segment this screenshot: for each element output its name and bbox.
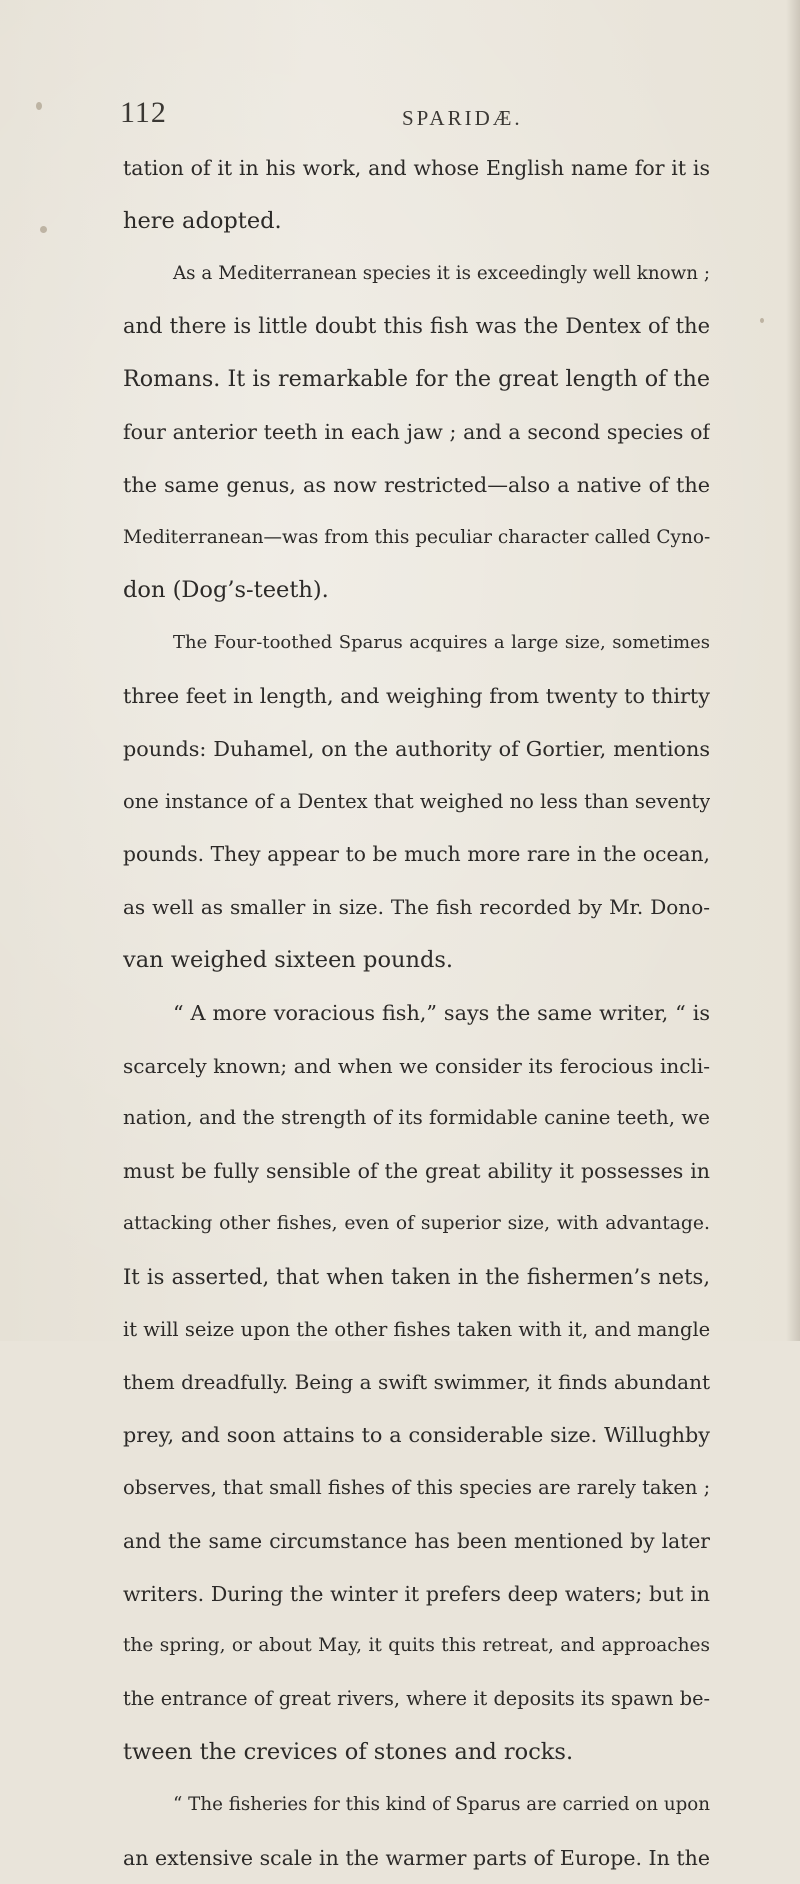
text-line: them dreadfully. Being a swift swimmer, it finds abundant — [123, 1356, 710, 1409]
paper-spot — [40, 226, 47, 233]
text-line: scarcely known; and when we consider its ferocious incli- — [123, 1040, 710, 1093]
text-line: as well as smaller in size. The fish recorded by Mr. Dono- — [123, 881, 710, 934]
text-line: three feet in length, and weighing from twenty to thirty — [123, 670, 710, 723]
text-line: here adopted. — [123, 195, 710, 248]
text-line: nation, and the strength of its formidable canine teeth, we — [123, 1092, 710, 1145]
text-line: and the same circumstance has been mentioned by later — [123, 1515, 710, 1568]
paragraph-start-line: The Four-toothed Sparus acquires a large size, sometimes — [123, 617, 710, 670]
text-line: the entrance of great rivers, where it deposits its spawn be- — [123, 1673, 710, 1726]
text-line: four anterior teeth in each jaw ; and a second species of — [123, 406, 710, 459]
paper-spot — [760, 318, 764, 323]
text-line: must be fully sensible of the great ability it possesses in — [123, 1145, 710, 1198]
text-line: writers. During the winter it prefers deep waters; but in — [123, 1568, 710, 1621]
text-line: It is asserted, that when taken in the fishermen’s nets, — [123, 1251, 710, 1304]
body-text — [123, 142, 710, 1884]
text-line: tation of it in his work, and whose English name for it is — [123, 142, 710, 195]
text-line: Romans. It is remarkable for the great length of the — [123, 353, 710, 406]
text-line: one instance of a Dentex that weighed no less than seventy — [123, 776, 710, 829]
text-line: an extensive scale in the warmer parts of Europe. In the — [123, 1832, 710, 1884]
paragraph-start-line: “ A more voracious fish,” says the same writer, “ is — [123, 987, 710, 1040]
paragraph-start-line: “ The fisheries for this kind of Sparus are carried on upon — [123, 1779, 710, 1832]
page-number: 112 — [120, 96, 167, 130]
paper-spot — [36, 102, 42, 110]
text-line: attacking other fishes, even of superior size, with advantage. — [123, 1198, 710, 1251]
text-line: the same genus, as now restricted—also a native of the — [123, 459, 710, 512]
text-line: pounds: Duhamel, on the authority of Gortier, mentions — [123, 723, 710, 776]
text-line: pounds. They appear to be much more rare in the ocean, — [123, 828, 710, 881]
text-line: don (Dog’s-teeth). — [123, 564, 710, 617]
text-line: observes, that small fishes of this species are rarely taken ; — [123, 1462, 710, 1515]
text-line: it will seize upon the other fishes taken with it, and mangle — [123, 1304, 710, 1357]
text-line: the spring, or about May, it quits this retreat, and approaches — [123, 1620, 710, 1673]
text-line: Mediterranean—was from this peculiar character called Cyno- — [123, 512, 710, 565]
text-line: tween the crevices of stones and rocks. — [123, 1726, 710, 1779]
text-line: and there is little doubt this fish was the Dentex of the — [123, 300, 710, 353]
paragraph-start-line: As a Mediterranean species it is exceedingly well known ; — [123, 248, 710, 301]
page-edge-shadow — [786, 0, 800, 1341]
running-head: SPARIDÆ. — [402, 106, 523, 131]
text-line: prey, and soon attains to a considerable size. Willughby — [123, 1409, 710, 1462]
text-line: van weighed sixteen pounds. — [123, 934, 710, 987]
page-header — [120, 96, 720, 132]
